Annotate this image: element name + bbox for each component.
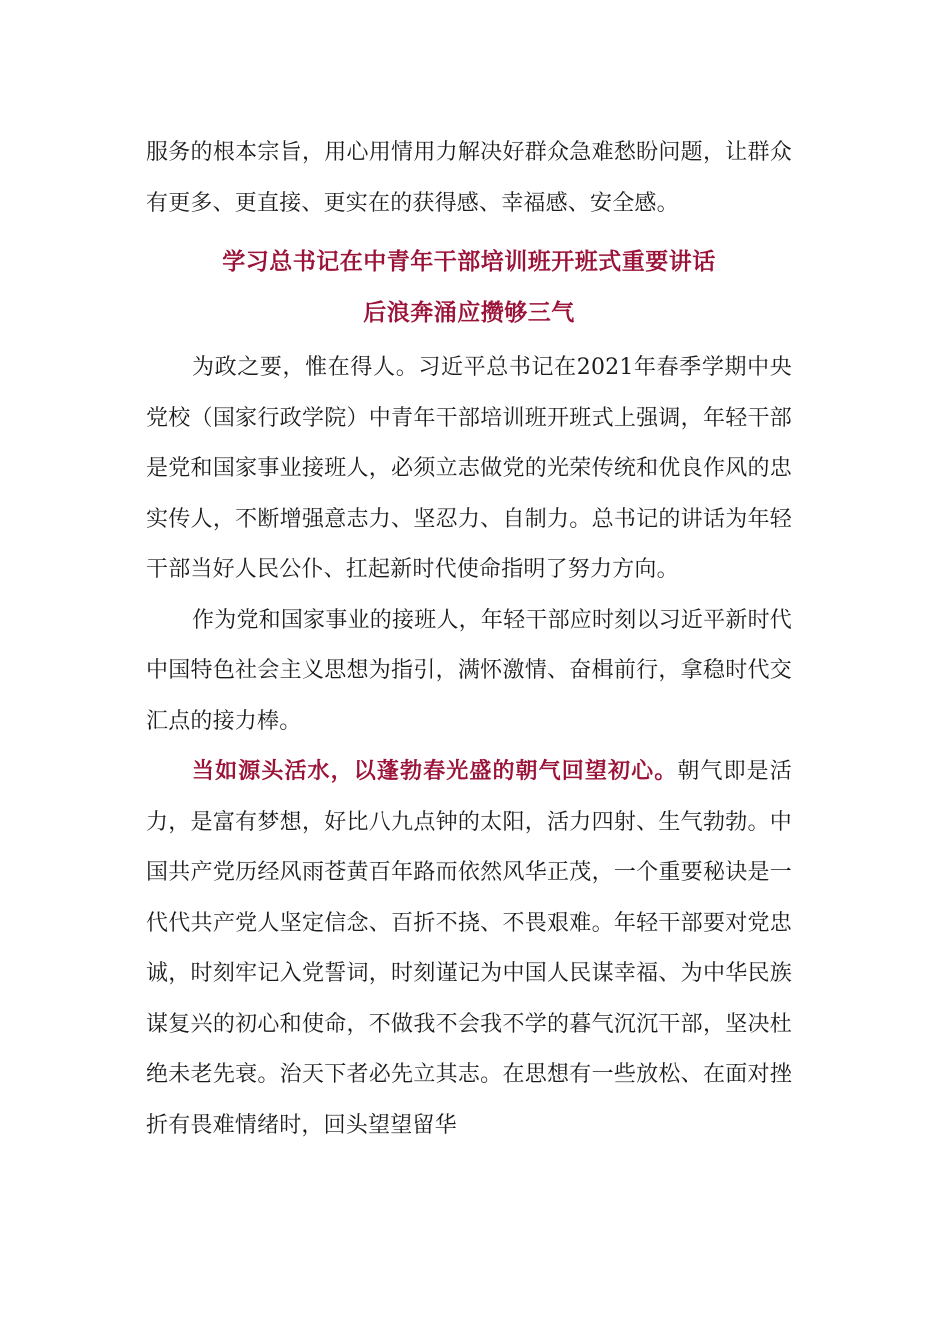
paragraph-3-lead: 当如源头活水，以蓬勃春光盛的朝气回望初心。: [192, 759, 678, 784]
document-page: [146, 128, 792, 1151]
paragraph-1: 为政之要，惟在得人。习近平总书记在2021年春季学期中央党校（国家行政学院）中青年干部培训班开班式上强调，年轻干部是党和国家事业接班人，必须立志做党的光荣传统和优良作风的忠实传人，不断增强意志力、坚忍力、自制力。总书记的讲话为年轻干部当好人民公仆、扛起新时代使命指明了努力方向。: [146, 355, 792, 582]
article-title-line-1: 学习总书记在中青年干部培训班开班式重要讲话: [222, 249, 716, 275]
paragraph-2: 作为党和国家事业的接班人，年轻干部应时刻以习近平新时代中国特色社会主义思想为指引，满怀激情、奋楫前行，拿稳时代交汇点的接力棒。: [146, 607, 792, 734]
paragraph-3-body: 朝气即是活力，是富有梦想，好比八九点钟的太阳，活力四射、生气勃勃。中国共产党历经风雨苍黄百年路而依然风华正茂，一个重要秘诀是一代代共产党人坚定信念、百折不挠、不畏艰难。年轻干部要对党忠诚，时刻牢记入党誓词，时刻谨记为中国人民谋幸福、为中华民族谋复兴的初心和使命，不做我不会我不学的暮气沉沉干部，坚决杜绝未老先衰。治天下者必先立其志。在思想有一些放松、在面对挫折有畏难情绪时，回头望望留华: [146, 759, 792, 1138]
continuation-paragraph: 服务的根本宗旨，用心用情用力解决好群众急难愁盼问题，让群众有更多、更直接、更实在的获得感、幸福感、安全感。: [146, 140, 792, 216]
paragraph-3: [146, 747, 792, 1151]
article-title-line-2: 后浪奔涌应攒够三气: [363, 300, 575, 326]
